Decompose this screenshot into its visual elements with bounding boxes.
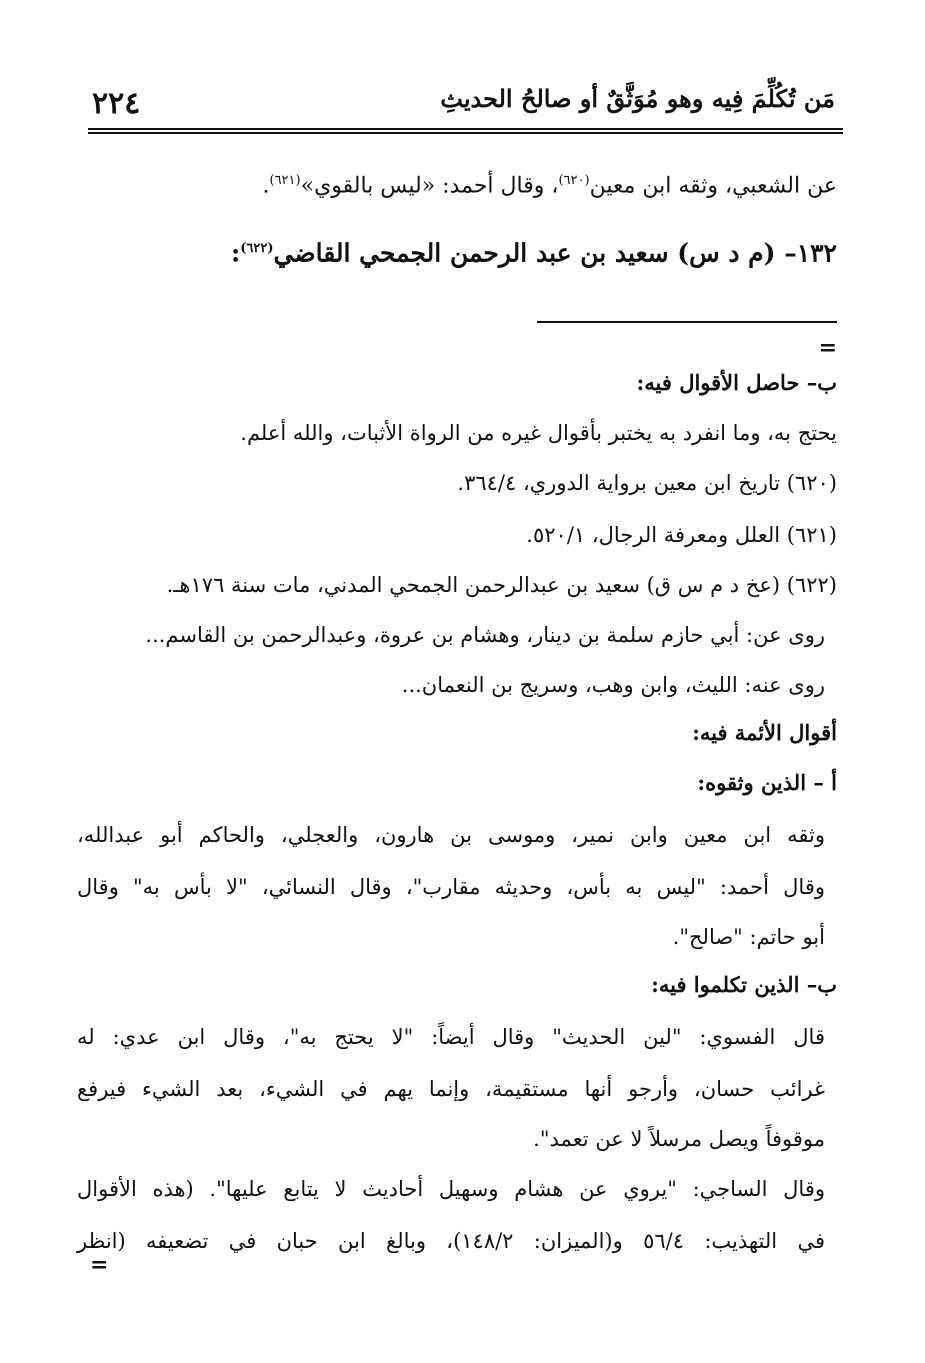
footnote-ref-620: (٦٢٠): [558, 173, 590, 188]
entry-heading: ١٣٢– (م د س) سعيد بن عبد الرحمن الجمحي القاضي$^{(٦٢٢)}$:: [231, 238, 837, 268]
a-line-1: وثقه ابن معين وابن نمير، وموسى بن هارون، والعجلي، والحاكم أبو عبدالله،: [77, 823, 825, 847]
rawa-an: روى عن: أبي حازم سلمة بن دينار، وهشام بن عروة، وعبدالرحمن بن القاسم...: [145, 623, 825, 647]
continuation-mark-bottom: =: [90, 1252, 109, 1278]
a-line-3: أبو حاتم: "صالح".: [672, 925, 825, 949]
page-number: ٢٢٤: [92, 86, 141, 121]
a-heading: أ – الذين وثقوه:: [697, 770, 837, 795]
header-rule-top: [88, 128, 843, 130]
header-rule-bottom: [88, 132, 843, 134]
footnote-622: (٦٢٢) (عخ د م س ق) سعيد بن عبدالرحمن الجمحي المدني، مات سنة ١٧٦هـ.: [166, 573, 837, 597]
rawa-anhu: روى عنه: الليث، وابن وهب، وسريج بن النعمان...: [401, 673, 825, 697]
b-line-3: موقوفاً ويصل مرسلاً لا عن تعمد".: [533, 1127, 825, 1151]
b-line-1: قال الفسوي: "لين الحديث" وقال أيضاً: "لا يحتج به"، وقال ابن عدي: له: [77, 1025, 825, 1049]
b-line-2: غرائب حسان، وأرجو أنها مستقيمة، وإنما يهم في الشيء، بعد الشيء فيرفع: [77, 1077, 825, 1101]
a-line-2: وقال أحمد: "ليس به بأس، وحديثه مقارب"، وقال النسائي، "لا بأس به" وقال: [77, 875, 825, 899]
running-title: مَن تُكُلِّمَ فِيه وهو مُوَثَّقٌ أو صالحُ الحديثِ: [440, 84, 835, 113]
footnote-ref-621: (٦٢١): [269, 173, 301, 188]
footnote-620: (٦٢٠) تاريخ ابن معين برواية الدوري، ٣٦٤/٤.: [457, 471, 837, 495]
aqwal-heading: أقوال الأئمة فيه:: [692, 720, 837, 745]
para-hasil: يحتج به، وما انفرد به يختبر بأقوال غيره من الرواة الأثبات، والله أعلم.: [240, 421, 837, 445]
b-heading: ب– الذين تكلموا فيه:: [651, 972, 837, 997]
footnote-separator: [537, 321, 837, 323]
c-line-1: وقال الساجي: "يروي عن هشام وسهيل أحاديث لا يتابع عليها". (هذه الأقوال: [77, 1177, 825, 1201]
continuation-mark-top: =: [818, 335, 837, 361]
footnote-ref-622: (٦٢٢): [240, 241, 274, 256]
footnote-621: (٦٢١) العلل ومعرفة الرجال، ٥٢٠/١.: [526, 523, 837, 547]
subheading-hasil: ب– حاصل الأقوال فيه:: [636, 370, 837, 395]
c-line-2: في التهذيب: ٥٦/٤ و(الميزان: ١٤٨/٢)، وبالغ ابن حبان في تضعيفه (انظر: [77, 1229, 825, 1253]
body-line-1: عن الشعبي، وثقه ابن معين$^{(٦٢٠)}$، وقال أحمد: «ليس بالقوي»$^{(٦٢١)}$.: [262, 173, 837, 199]
